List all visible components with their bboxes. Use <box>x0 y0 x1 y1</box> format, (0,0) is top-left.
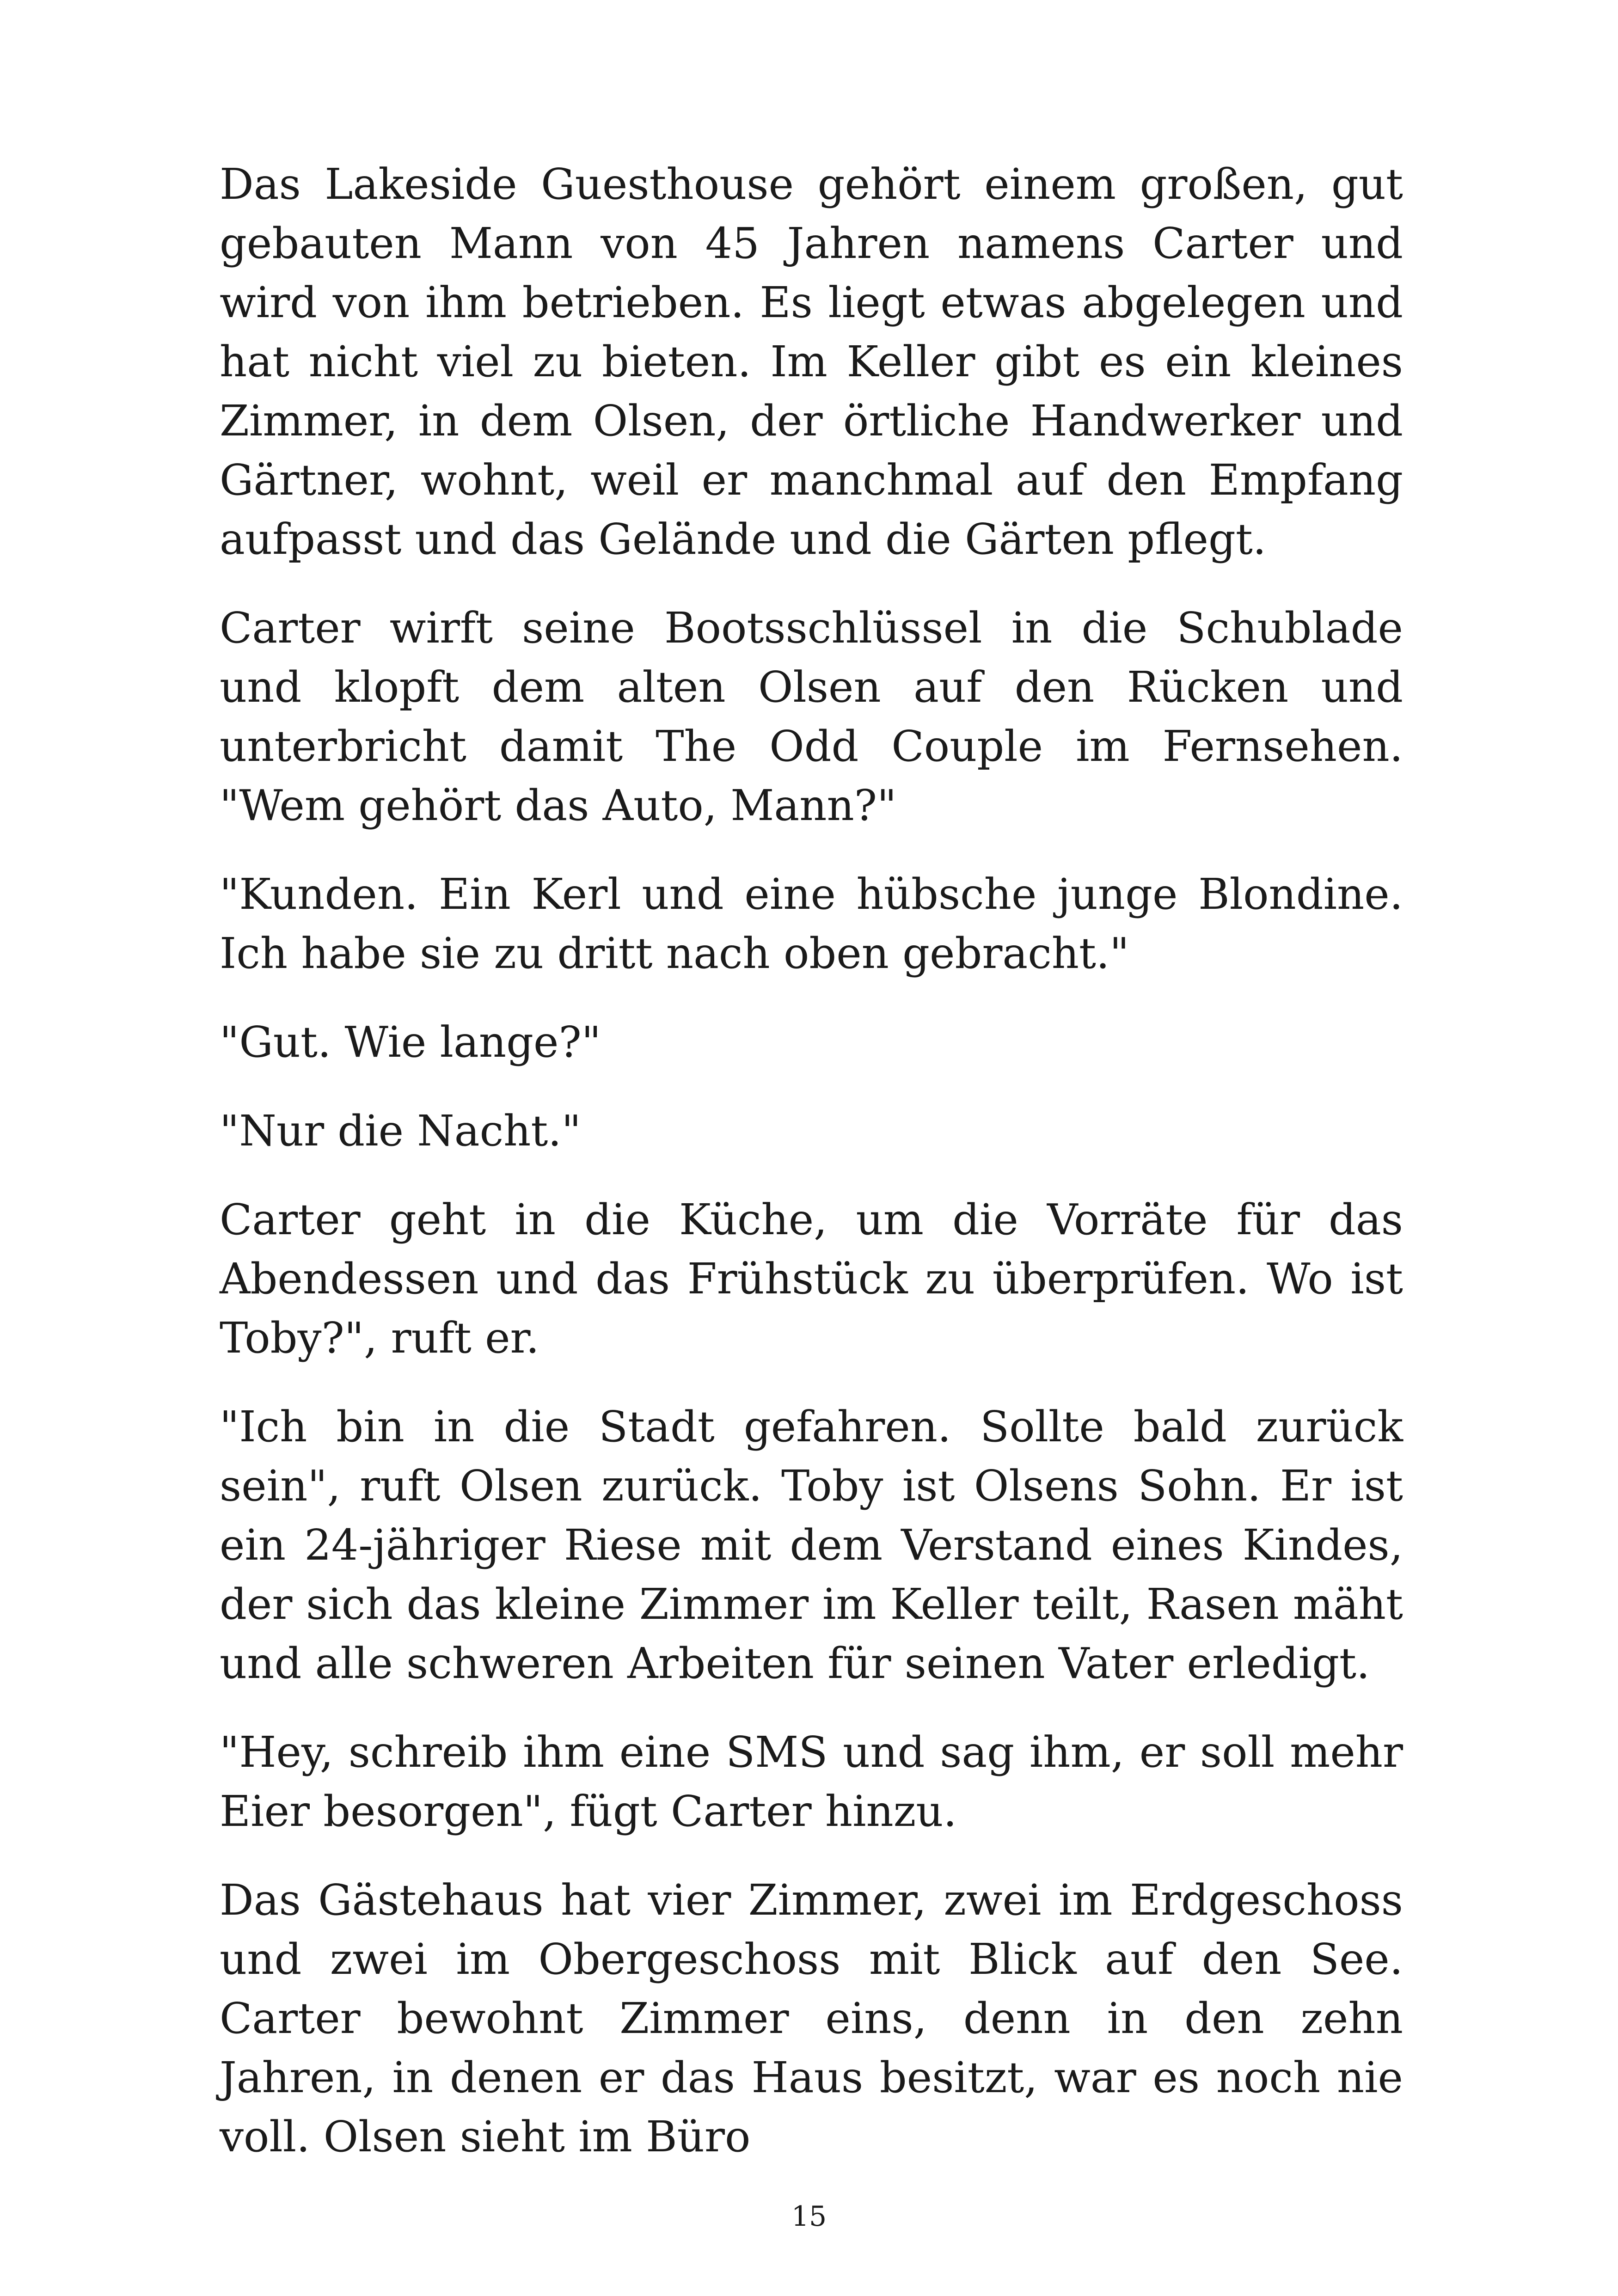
paragraph-6: Carter geht in die Küche, um die Vorräte für das Abendessen und das Frühstück zu überprüfen. Wo ist Toby?", ruft er. <box>220 1195 1403 1363</box>
paragraph-1: Das Lakeside Guesthouse gehört einem großen, gut gebauten Mann von 45 Jahren namens Carter und wird von ihm betrieben. Es liegt etwas abgelegen und hat nicht viel zu bieten. Im Keller gibt es ein kleines Zimmer, in dem Olsen, der örtliche Handwerker und Gärtner, wohnt, weil er manchmal auf den Empfang aufpasst und das Gelände und die Gärten pflegt. <box>220 159 1403 564</box>
paragraph-7: "Ich bin in die Stadt gefahren. Sollte bald zurück sein", ruft Olsen zurück. Toby ist Olsens Sohn. Er ist ein 24-jähriger Riese mit dem Verstand eines Kindes, der sich das kleine Zimmer im Keller teilt, Rasen mäht und alle schweren Arbeiten für seinen Vater erledigt. <box>220 1402 1403 1688</box>
page-number: 15 <box>791 2200 827 2233</box>
paragraph-9: Das Gästehaus hat vier Zimmer, zwei im Erdgeschoss und zwei im Obergeschoss mit Blick auf den See. Carter bewohnt Zimmer eins, denn in den zehn Jahren, in denen er das Haus besitzt, war es noch nie voll. Olsen sieht im Büro <box>220 1875 1403 2161</box>
paragraph-3: "Kunden. Ein Kerl und eine hübsche junge Blondine. Ich habe sie zu dritt nach oben gebracht." <box>220 869 1403 978</box>
body-text <box>220 155 1403 2196</box>
paragraph-5: "Nur die Nacht." <box>220 1106 581 1156</box>
paragraph-8: "Hey, schreib ihm eine SMS und sag ihm, er soll mehr Eier besorgen", fügt Carter hinzu. <box>220 1727 1403 1836</box>
paragraph-4: "Gut. Wie lange?" <box>220 1017 601 1067</box>
paragraph-2: Carter wirft seine Bootsschlüssel in die Schublade und klopft dem alten Olsen auf den Rücken und unterbricht damit The Odd Couple im Fernsehen. "Wem gehört das Auto, Mann?" <box>220 603 1403 830</box>
